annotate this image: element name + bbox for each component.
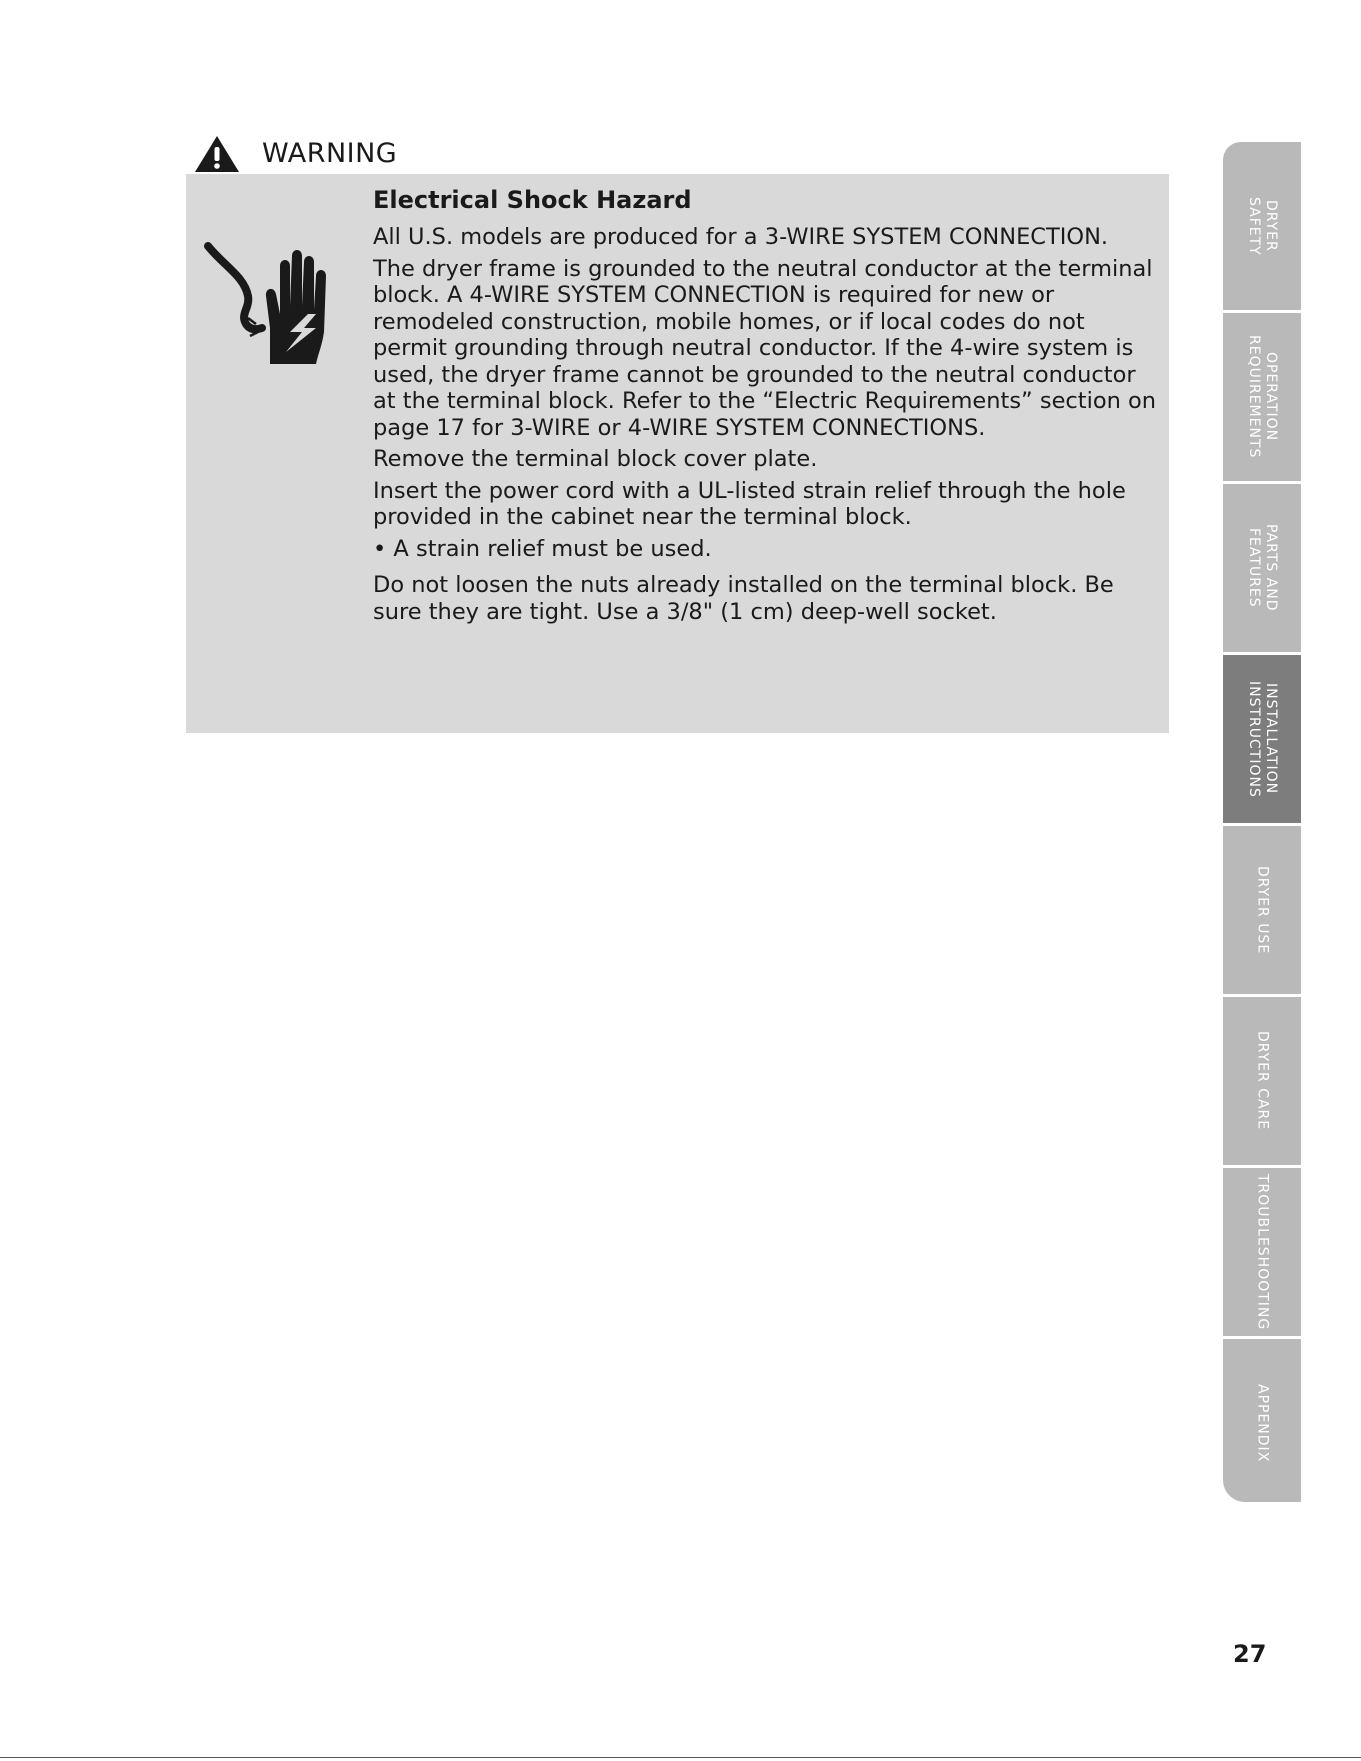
tab-label: INSTALLATION INSTRUCTIONS xyxy=(1246,680,1279,798)
warning-header xyxy=(194,134,397,174)
tab-dryer-safety[interactable] xyxy=(1223,142,1301,310)
page-number: 27 xyxy=(1233,1640,1267,1668)
tab-parts-and-features[interactable] xyxy=(1223,484,1301,652)
warning-paragraph-1: All U.S. models are produced for a 3-WIRE SYSTEM CONNECTION. xyxy=(373,224,1109,250)
tab-label: PARTS AND FEATURES xyxy=(1246,524,1279,612)
warning-content xyxy=(373,184,1163,630)
warning-paragraph-5: Do not loosen the nuts already installed on the terminal block. Be sure they are tight. Use a 3/8" (1 cm) deep-well socket. xyxy=(373,572,1114,625)
warning-triangle-icon xyxy=(194,134,240,174)
section-tab-bar xyxy=(1223,142,1301,1502)
warning-paragraph-3: Remove the terminal block cover plate. xyxy=(373,446,818,472)
tab-dryer-use[interactable] xyxy=(1223,826,1301,994)
warning-box xyxy=(186,174,1169,733)
hazard-title: Electrical Shock Hazard xyxy=(373,186,692,214)
tab-label: OPERATION REQUIREMENTS xyxy=(1246,335,1279,459)
warning-label: WARNING xyxy=(262,138,398,169)
tab-label: TROUBLESHOOTING xyxy=(1254,1173,1271,1331)
tab-label: DRYER CARE xyxy=(1254,1031,1271,1131)
tab-troubleshooting[interactable] xyxy=(1223,1168,1301,1336)
electrical-shock-hand-icon xyxy=(204,236,344,380)
warning-bullet: • A strain relief must be used. xyxy=(373,535,712,562)
tab-label: DRYER USE xyxy=(1254,865,1271,955)
tab-installation-instructions[interactable] xyxy=(1223,655,1301,823)
tab-label: APPENDIX xyxy=(1254,1383,1271,1463)
tab-label: DRYER SAFETY xyxy=(1246,196,1279,256)
tab-operation-requirements[interactable] xyxy=(1223,313,1301,481)
warning-paragraph-2: The dryer frame is grounded to the neutral conductor at the terminal block. A 4-WIRE SYSTEM CONNECTION is required for new or remodeled construction, mobile homes, or if local codes do not permit grounding through neutral conductor. If the 4-wire system is used, the dryer frame cannot be grounded to the neutral conductor at the terminal block. Refer to the “Electric Requirements” section on page 17 for 3-WIRE or 4-WIRE SYSTEM CONNECTIONS. xyxy=(373,255,1157,441)
tab-dryer-care[interactable] xyxy=(1223,997,1301,1165)
tab-appendix[interactable] xyxy=(1223,1339,1301,1502)
page-bottom-rule xyxy=(0,1757,1361,1758)
warning-paragraph-4: Insert the power cord with a UL-listed strain relief through the hole provided in the cabinet near the terminal block. xyxy=(373,477,1126,530)
